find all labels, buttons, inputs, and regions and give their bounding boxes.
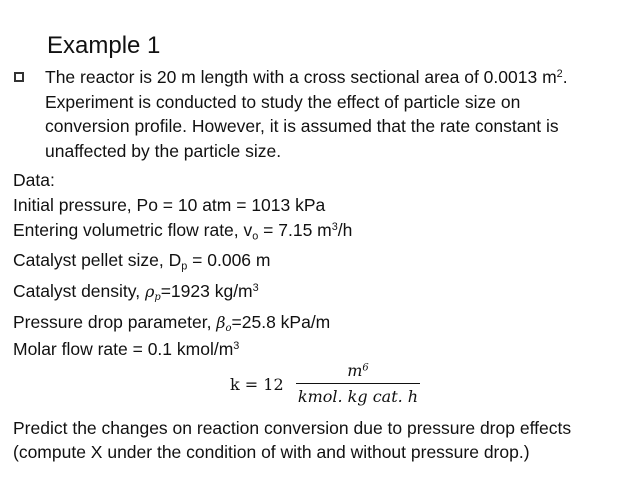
prediction-task	[13, 416, 571, 464]
beta-symbol: $\beta_o$	[216, 313, 232, 334]
bullet-line-3: conversion profile. However, it is assumed that the rate constant is	[45, 116, 559, 136]
rho-symbol: $\rho_p$	[144, 282, 161, 303]
bullet-line-4: unaffected by the particle size.	[45, 140, 282, 161]
bullet-line-2: Experiment is conducted to study the effect of particle size on	[45, 91, 521, 112]
equation-fraction	[296, 360, 420, 408]
pellet-size: Catalyst pellet size, $D_p = 0.006$ m	[13, 250, 271, 273]
pressure-drop-parameter: Pressure drop parameter, $\beta_o=25.8$ kPa/m	[13, 312, 331, 334]
catalyst-density: Catalyst density, $\rho_p=1923$ $kg/m^3$	[13, 281, 259, 303]
equation-numerator: $m^6$	[347, 361, 369, 380]
predict-line-1: Predict the changes on reaction conversion due to pressure drop effects	[13, 418, 572, 438]
predict-line-2: (compute X under the condition of with and without pressure drop.)	[13, 442, 530, 462]
initial-pressure: Initial pressure, Po = 10 atm = 1013 kPa	[13, 195, 326, 215]
hollow-square-bullet-icon	[14, 72, 24, 82]
bullet-line-1: The reactor is 20 m length with a cross sectional area of 0.0013 $m^2$.	[45, 67, 568, 87]
slide-title: Example 1	[47, 32, 161, 59]
rate-constant-equation	[230, 360, 430, 414]
reactor-description	[45, 65, 638, 163]
equation-denominator: kmol. kg cat. h	[297, 387, 419, 406]
volumetric-flow-rate: Entering volumetric flow rate, $v_o = 7.15$ $m^3/h$	[13, 220, 353, 243]
equation-lhs: k = 12	[230, 375, 284, 394]
molar-flow-rate: Molar flow rate = 0.1 kmol/$m^3$	[13, 339, 240, 359]
fraction-bar	[296, 383, 420, 384]
data-heading: Data:	[13, 170, 55, 190]
